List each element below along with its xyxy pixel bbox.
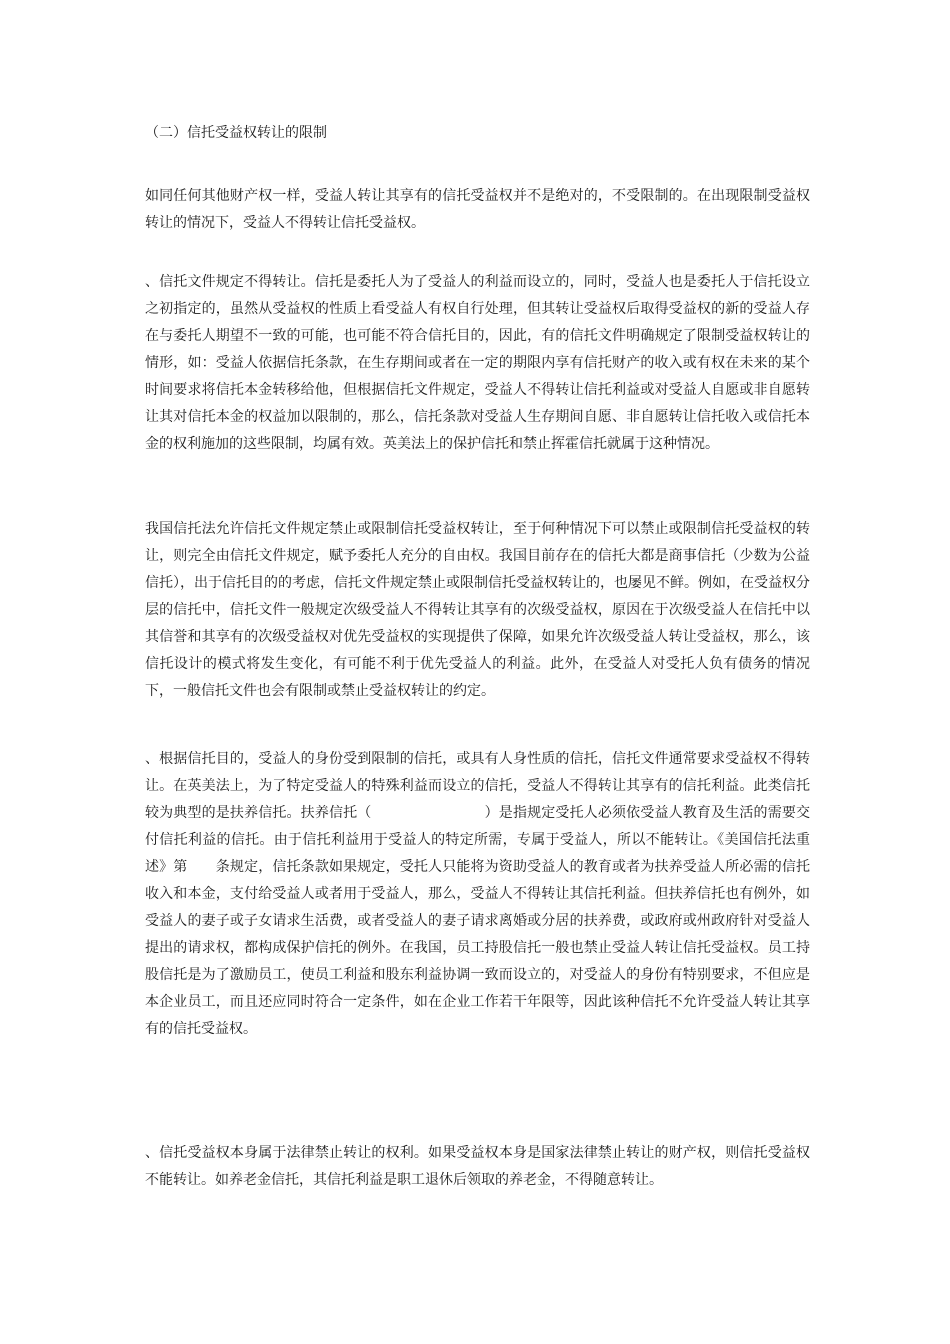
paragraph-china-law: 我国信托法允许信托文件规定禁止或限制信托受益权转让，至于何种情况下可以禁止或限制信托受益权的转让，则完全由信托文件规定，赋予委托人充分的自由权。我国目前存在的信托大都是商事信托（少数为公益信托），出于信托目的的考虑，信托文件规定禁止或限制信托受益权转让的，也屡见不鲜。例如，在受益权分层的信托中，信托文件一般规定次级受益人不得转让其享有的次级受益权，原因在于次级受益人在信托中以其信誉和其享有的次级受益权对优先受益权的实现提供了保障，如果允许次级受益人转让受益权，那么，该信托设计的模式将发生变化，有可能不利于优先受益人的利益。此外，在受益人对受托人负有债务的情况下，一般信托文件也会有限制或禁止受益权转让的约定。 (145, 521, 810, 699)
paragraph-intro: 如同任何其他财产权一样，受益人转让其享有的信托受益权并不是绝对的，不受限制的。在出现限制受益权转让的情况下，受益人不得转让信托受益权。 (145, 188, 810, 231)
paragraph-item-3: 、信托受益权本身属于法律禁止转让的权利。如果受益权本身是国家法律禁止转让的财产权，则信托受益权不能转让。如养老金信托，其信托利益是职工退休后领取的养老金，不得随意转让。 (145, 1145, 810, 1188)
paragraph-item-2: 、根据信托目的，受益人的身份受到限制的信托，或具有人身性质的信托，信托文件通常要求受益权不得转让。在英美法上，为了特定受益人的特殊利益而设立的信托，受益人不得转让其享有的信托利益。此类信托较为典型的是扶养信托。扶养信托（ ）是指规定受托人必须依受益人教育及生活的需要交付信托利益的信托。由于信托利益用于受益人的特定所需，专属于受益人，所以不能转让。《美国信托法重述》第 条规定，信托条款如果规定，受托人只能将为资助受益人的教育或者为扶养受益人所必需的信托收入和本金，支付给受益人或者用于受益人，那么，受益人不得转让其信托利益。但扶养信托也有例外，如受益人的妻子或子女请求生活费，或者受益人的妻子请求离婚或分居的扶养费，或政府或州政府针对受益人提出的请求权，都构成保护信托的例外。在我国，员工持股信托一般也禁止受益人转让信托受益权。员工持股信托是为了激励员工，使员工利益和股东利益协调一致而设立的，对受益人的身份有特别要求，不但应是本企业员工，而且还应同时符合一定条件，如在企业工作若干年限等，因此该种信托不允许受益人转让其享有的信托受益权。 (145, 751, 810, 1037)
paragraph-item-1: 、信托文件规定不得转让。信托是委托人为了受益人的利益而设立的，同时，受益人也是委托人于信托设立之初指定的，虽然从受益权的性质上看受益人有权自行处理，但其转让受益权后取得受益权的新的受益人存在与委托人期望不一致的可能，也可能不符合信托目的，因此，有的信托文件明确规定了限制受益权转让的情形，如：受益人依据信托条款，在生存期间或者在一定的期限内享有信托财产的收入或有权在未来的某个时间要求将信托本金转移给他，但根据信托文件规定，受益人不得转让信托利益或对受益人自愿或非自愿转让其对信托本金的权益加以限制的，那么，信托条款对受益人生存期间自愿、非自愿转让信托收入或信托本金的权利施加的这些限制，均属有效。英美法上的保护信托和禁止挥霍信托就属于这种情况。 (145, 274, 810, 452)
section-heading: （二）信托受益权转让的限制 (145, 125, 327, 141)
